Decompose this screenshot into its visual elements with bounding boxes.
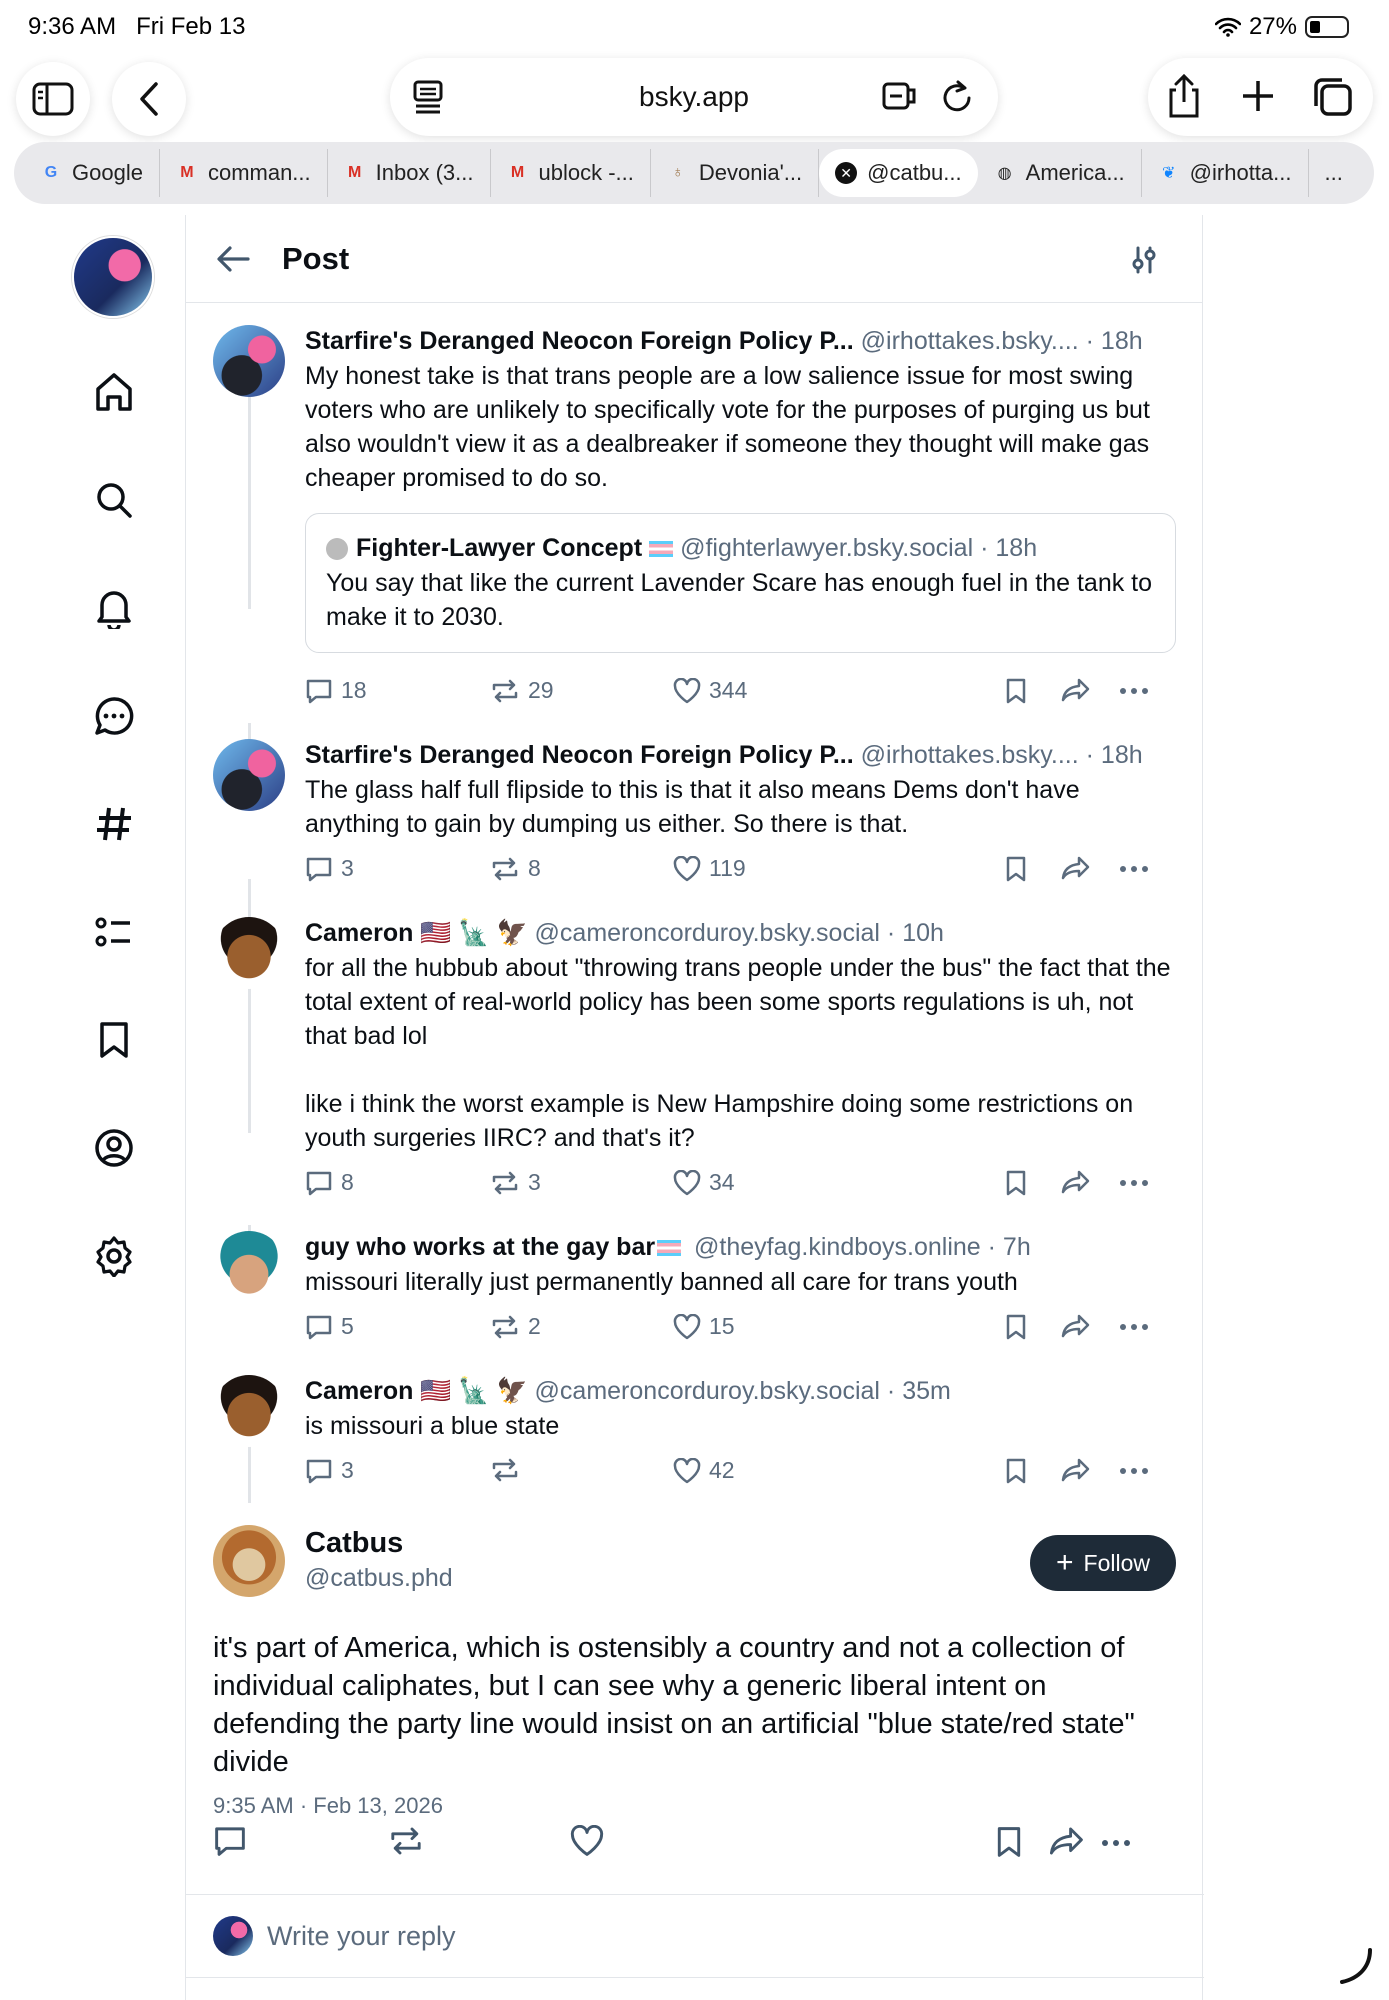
post-time: · 18h [1085, 741, 1143, 769]
gmail-icon: M [180, 164, 194, 181]
reload-icon[interactable] [940, 78, 974, 114]
author-name[interactable]: Cameron 🇺🇸 🗽 🦅 [305, 919, 528, 947]
quote-author-name: Fighter-Lawyer Concept [356, 534, 643, 562]
avatar[interactable] [213, 739, 285, 811]
author-handle[interactable]: @cameroncorduroy.bsky.social [534, 1377, 880, 1405]
post-text: My honest take is that trans people are a low salience issue for most swing voters who are unlikely to specifically vote for the purposes of purging us but also wouldn't view it as a dealbreaker if someone they thought will make gas cheaper promised to do so. [305, 362, 1150, 492]
share-icon[interactable] [1166, 74, 1202, 118]
share-button[interactable] [1061, 1313, 1091, 1339]
post-text-paragraph: like i think the worst example is New Hampshire doing some restrictions on youth surgeries IIRC? and that's it? [305, 1090, 1134, 1152]
plus-icon: + [1056, 1546, 1074, 1579]
sidebar-icon [32, 82, 74, 116]
heart-icon [673, 1458, 701, 1484]
author-handle[interactable]: @theyfag.kindboys.online [694, 1233, 981, 1261]
like-count: 119 [709, 855, 746, 881]
bookmark-icon [1005, 1313, 1027, 1341]
thread-line [248, 397, 251, 609]
post-time: · 35m [886, 1377, 951, 1405]
back-button[interactable] [112, 62, 186, 136]
reply-button[interactable] [305, 1169, 354, 1196]
like-count: 34 [709, 1169, 735, 1195]
browser-tab[interactable]: M Inbox (3... [328, 149, 491, 197]
like-button[interactable] [570, 1825, 604, 1857]
reply-count: 3 [341, 1457, 354, 1483]
share-button[interactable] [1061, 1457, 1091, 1483]
post-actions [305, 1313, 1174, 1349]
reply-count: 5 [341, 1313, 354, 1339]
author-name[interactable]: Catbus [305, 1527, 404, 1559]
post-time: · 10h [886, 919, 944, 947]
reply-button[interactable] [305, 855, 354, 882]
bookmark-icon [1005, 855, 1027, 883]
trans-flag-icon [649, 541, 673, 557]
repost-button[interactable] [490, 1313, 541, 1340]
browser-tab[interactable]: G Google [24, 149, 160, 197]
more-icon [1119, 865, 1149, 873]
post-meta [305, 917, 1176, 949]
repost-icon [490, 1457, 520, 1483]
post-actions [305, 677, 1174, 713]
bookmark-button[interactable] [1005, 1169, 1027, 1197]
more-icon [1119, 687, 1149, 695]
quote-author-handle: @fighterlawyer.bsky.social [680, 534, 974, 562]
post-actions [305, 855, 1174, 891]
repost-count: 29 [528, 677, 554, 703]
like-button[interactable] [673, 1457, 735, 1484]
more-button[interactable] [1119, 1323, 1149, 1331]
share-button[interactable] [1061, 677, 1091, 703]
share-arrow-icon [1061, 1313, 1091, 1339]
bookmark-icon [995, 1825, 1023, 1859]
repost-button[interactable] [388, 1825, 424, 1857]
globe-icon: ◍ [997, 165, 1012, 182]
post-header [186, 215, 1202, 303]
bookmark-icon[interactable] [90, 1016, 138, 1064]
bookmark-icon [1005, 1457, 1027, 1485]
follow-button[interactable] [1030, 1535, 1176, 1591]
profile-icon[interactable] [90, 1124, 138, 1172]
extension-icon[interactable] [882, 80, 918, 112]
reply-icon [305, 1314, 333, 1340]
sidebar-toggle-button[interactable] [16, 62, 90, 136]
quote-text: You say that like the current Lavender Scare has enough fuel in the tank to make it to 2030. [326, 569, 1153, 631]
new-tab-icon[interactable] [1240, 78, 1276, 114]
post-meta [305, 325, 1176, 357]
more-icon [1119, 1467, 1149, 1475]
browser-tab[interactable]: ❦ @irhotta... [1142, 149, 1309, 197]
butterfly-icon: ❦ [1161, 165, 1176, 182]
repost-button[interactable] [490, 1169, 541, 1196]
heart-icon [570, 1825, 604, 1857]
share-arrow-icon [1061, 855, 1091, 881]
like-button[interactable] [673, 677, 747, 704]
reply-button[interactable] [305, 1313, 354, 1340]
more-icon [1119, 1323, 1149, 1331]
thread-settings-icon[interactable] [1130, 245, 1158, 275]
bookmark-button[interactable] [1005, 1313, 1027, 1341]
browser-tab-active[interactable]: ✕ @catbu... [819, 149, 978, 197]
more-button[interactable] [1098, 1839, 1134, 1847]
reply-button[interactable] [305, 677, 367, 704]
reply-composer[interactable] [186, 1894, 1204, 1978]
avatar[interactable] [213, 1375, 285, 1447]
quoted-post[interactable] [305, 513, 1176, 653]
status-time: 9:36 AM Fri Feb 13 [28, 13, 246, 40]
share-arrow-icon [1049, 1825, 1085, 1857]
repost-button[interactable] [490, 855, 541, 882]
author-handle[interactable]: @catbus.phd [305, 1564, 453, 1592]
share-button[interactable] [1049, 1825, 1085, 1857]
bookmark-button[interactable] [1005, 1457, 1027, 1485]
more-button[interactable] [1119, 1467, 1149, 1475]
url-text: bsky.app [639, 81, 749, 112]
trans-flag-icon [657, 1240, 681, 1256]
avatar[interactable] [213, 325, 285, 397]
repost-icon [490, 678, 520, 704]
reply-icon [305, 1170, 333, 1196]
repost-icon [490, 1170, 520, 1196]
author-name[interactable]: guy who works at the gay bar [305, 1233, 656, 1261]
browser-tab[interactable]: ◍ America... [978, 149, 1142, 197]
like-button[interactable] [673, 1313, 735, 1340]
follow-label: Follow [1083, 1549, 1150, 1576]
heart-icon [673, 856, 701, 882]
seal-icon: ♁ [671, 164, 684, 181]
post-time: · 18h [1085, 327, 1143, 355]
reply-icon [305, 856, 333, 882]
repost-icon [490, 856, 520, 882]
quote-avatar [326, 538, 348, 560]
author-handle[interactable]: @irhottakes.bsky.... [860, 741, 1079, 769]
focused-post [186, 1525, 1204, 1865]
browser-tab[interactable]: M ublock -... [491, 149, 651, 197]
heart-icon [673, 1314, 701, 1340]
share-button[interactable] [1061, 1169, 1091, 1195]
author-name[interactable]: Cameron 🇺🇸 🗽 🦅 [305, 1377, 528, 1405]
author-handle[interactable]: @cameroncorduroy.bsky.social [534, 919, 880, 947]
lists-icon[interactable] [90, 908, 138, 956]
like-button[interactable] [673, 1169, 735, 1196]
reader-icon[interactable] [412, 80, 444, 114]
repost-button[interactable] [490, 677, 554, 704]
gmail-icon: M [510, 164, 525, 181]
bookmark-icon [1005, 1169, 1027, 1197]
reply-button[interactable] [305, 1457, 354, 1484]
author-name[interactable]: Starfire's Deranged Neocon Foreign Policy P... [305, 741, 854, 769]
gmail-icon: M [347, 164, 362, 181]
tabs-overview-icon[interactable] [1312, 76, 1354, 118]
like-count: 42 [709, 1457, 735, 1483]
battery-icon [1305, 16, 1349, 38]
post-time: · 7h [987, 1233, 1031, 1261]
repost-icon [490, 1314, 520, 1340]
post-timestamp[interactable]: 9:35 AM · Feb 13, 2026 [213, 1793, 443, 1818]
more-tabs[interactable]: ... [1324, 160, 1343, 185]
browser-tab[interactable]: M comman... [160, 149, 328, 197]
heart-icon [673, 678, 701, 704]
bookmark-icon [1005, 677, 1027, 705]
share-arrow-icon [1061, 1457, 1091, 1483]
avatar[interactable] [72, 236, 154, 318]
back-arrow-icon[interactable] [216, 245, 250, 273]
hashtag-icon[interactable] [90, 800, 138, 848]
chat-icon[interactable] [90, 692, 138, 740]
post-meta [305, 1231, 1176, 1263]
avatar[interactable] [213, 1525, 285, 1597]
reply-icon [213, 1825, 247, 1857]
google-icon: G [44, 164, 58, 181]
post-meta [305, 1375, 1176, 1407]
reply-button[interactable] [213, 1825, 247, 1857]
more-button[interactable] [1119, 1179, 1149, 1187]
search-icon[interactable] [90, 476, 138, 524]
status-bar [0, 0, 1389, 52]
more-button[interactable] [1119, 687, 1149, 695]
quote-meta [326, 532, 1155, 564]
author-handle[interactable]: @irhottakes.bsky.... [860, 327, 1079, 355]
bookmark-button[interactable] [995, 1825, 1023, 1859]
bookmark-button[interactable] [1005, 855, 1027, 883]
reply-icon [305, 678, 333, 704]
repost-count: 3 [528, 1169, 541, 1195]
reply-placeholder[interactable]: Write your reply [267, 1920, 456, 1951]
more-icon [1119, 1179, 1149, 1187]
browser-tab[interactable]: ♁ Devonia'... [651, 149, 819, 197]
author-name[interactable]: Starfire's Deranged Neocon Foreign Policy P... [305, 327, 854, 355]
post-text: is missouri a blue state [305, 1412, 560, 1440]
chevron-left-icon [138, 81, 160, 117]
avatar[interactable] [213, 917, 285, 989]
repost-count: 8 [528, 855, 541, 881]
like-count: 15 [709, 1313, 735, 1339]
post-text: it's part of America, which is ostensibly a country and not a collection of individual caliphates, but I can see why a generic liberal intent on defending the party line would insist on an artificial "blue state/red state" divide [213, 1632, 1135, 1778]
reply-icon [305, 1458, 333, 1484]
post-actions [305, 1457, 1174, 1493]
browser-toolbar [0, 52, 1389, 142]
browser-actions [1148, 58, 1373, 136]
page-title: Post [282, 240, 350, 276]
heart-icon [673, 1170, 701, 1196]
more-button[interactable] [1119, 865, 1149, 873]
post-meta [305, 739, 1176, 771]
quote-time: · 18h [980, 534, 1038, 562]
post-actions [305, 1169, 1174, 1205]
repost-button[interactable] [490, 1457, 520, 1483]
wifi-icon [1215, 17, 1241, 37]
reply-count: 3 [341, 855, 354, 881]
like-count: 344 [709, 677, 748, 703]
post-text: for all the hubbub about "throwing trans people under the bus" the fact that the total extent of real-world policy has been some sports regulations is uh, not that bad lol [305, 954, 1171, 1050]
home-icon[interactable] [90, 368, 138, 416]
address-bar[interactable] [390, 58, 998, 136]
close-icon[interactable]: ✕ [835, 162, 857, 184]
tab-strip [14, 142, 1374, 204]
avatar [213, 1916, 253, 1956]
repost-icon [388, 1825, 424, 1857]
bell-icon[interactable] [90, 584, 138, 632]
corner-indicator-icon [1335, 1946, 1375, 1986]
post-thread [185, 215, 1203, 2000]
gear-icon[interactable] [90, 1232, 138, 1280]
share-button[interactable] [1061, 855, 1091, 881]
reply-count: 8 [341, 1169, 354, 1195]
reply-count: 18 [341, 677, 367, 703]
repost-count: 2 [528, 1313, 541, 1339]
post-text: missouri literally just permanently banned all care for trans youth [305, 1268, 1018, 1296]
avatar[interactable] [213, 1231, 285, 1303]
focused-post-actions [213, 1825, 1174, 1861]
share-arrow-icon [1061, 677, 1091, 703]
share-arrow-icon [1061, 1169, 1091, 1195]
post-text: The glass half full flipside to this is that it also means Dems don't have anything to gain by dumping us either. So there is that. [305, 776, 1080, 838]
more-icon [1098, 1839, 1134, 1847]
bookmark-button[interactable] [1005, 677, 1027, 705]
battery-percent: 27% [1248, 13, 1297, 40]
status-indicators [1215, 13, 1349, 41]
like-button[interactable] [673, 855, 746, 882]
